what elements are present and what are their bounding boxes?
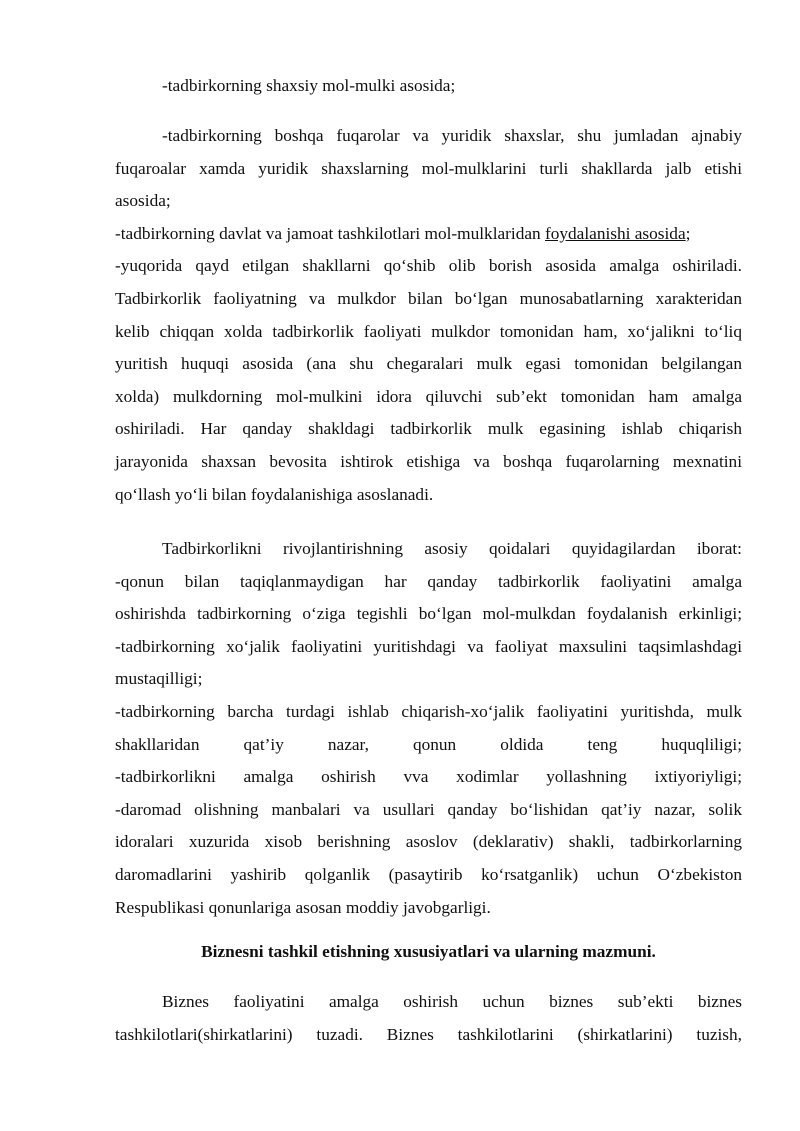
text-line: Biznes faoliyatini amalga oshirish uchun biznes sub’ekti biznes [162,992,742,1011]
paragraph-3 [115,533,742,924]
text-line: mustaqilligi; [115,669,203,689]
text-line: jarayonida shaxsan bevosita ishtirok etishiga va boshqa fuqarolarning mexnatini [115,451,742,471]
text-line: idoralari xuzurida xisob berishning asoslov (deklarativ) shakli, tadbirkorlarning [115,832,742,852]
paragraph-2 [115,120,742,511]
text-line [115,218,742,251]
text-fragment: -tadbirkorning davlat va jamoat tashkilotlari mol-mulklaridan [115,223,545,243]
text-line: -tadbirkorning boshqa fuqarolar va yuridik shaxslar, shu jumladan ajnabiy [162,126,742,145]
text-line: -tadbirkorning shaxsiy mol-mulki asosida; [162,76,456,95]
text-line: kelib chiqqan xolda tadbirkorlik faoliyati mulkdor tomonidan ham, xo‘jalikni to‘liq [115,321,742,341]
text-line: oshirishda tadbirkorning o‘ziga tegishli bo‘lgan mol-mulkdan foydalanish erkinligi; [115,604,742,624]
text-line: qo‘llash yo‘li bilan foydalanishiga asoslanadi. [115,484,434,504]
text-line: yuritish huquqi asosida (ana shu chegaralari mulk egasi tomonidan belgilangan [115,354,742,374]
text-fragment: ; [685,223,691,243]
text-line: daromadlarini yashirib qolganlik (pasaytirib ko‘rsatganlik) uchun O‘zbekiston [115,864,742,884]
text-line: Respublikasi qonunlariga asosan moddiy javobgarligi. [115,897,491,917]
text-line: oshiriladi. Har qanday shakldagi tadbirkorlik mulk egasining ishlab chiqarish [115,419,742,439]
text-line: shakllaridan qat’iy nazar, qonun oldida teng huquqliligi; [115,734,742,754]
text-line: fuqaroalar xamda yuridik shaxslarning mol-mulklarini turli shakllarda jalb etishi [115,158,742,178]
text-line: Tadbirkorlikni rivojlantirishning asosiy qoidalari quyidagilardan iborat: [162,539,742,558]
text-line: -tadbirkorlikni amalga oshirish vva xodimlar yollashning ixtiyoriyligi; [115,767,742,787]
text-line: -daromad olishning manbalari va usullari qanday bo‘lishidan qat’iy nazar, solik [115,799,742,819]
text-line: -yuqorida qayd etilgan shakllarni qo‘shib olib borish asosida amalga oshiriladi. [115,256,742,276]
underlined-link[interactable]: foydalanishi asosida [545,223,686,243]
text-line: -tadbirkorning xo‘jalik faoliyatini yuritishdagi va faoliyat maxsulini taqsimlashdagi [115,636,742,656]
section-heading: Biznesni tashkil etishning xususiyatlari va ularning mazmuni. [201,942,656,961]
text-line: asosida; [115,191,171,211]
text-line: -tadbirkorning barcha turdagi ishlab chiqarish-xo‘jalik faoliyatini yuritishda, mulk [115,701,742,721]
text-line: Tadbirkorlik faoliyatning va mulkdor bilan bo‘lgan munosabatlarning xarakteridan [115,288,742,308]
text-line: xolda) mulkdorning mol-mulkini idora qiluvchi sub’ekt tomonidan ham amalga [115,386,742,406]
paragraph-1 [115,70,742,103]
paragraph-4 [115,986,742,1051]
text-line: -qonun bilan taqiqlanmaydigan har qanday tadbirkorlik faoliyatini amalga [115,571,742,591]
text-line: tashkilotlari(shirkatlarini) tuzadi. Biznes tashkilotlarini (shirkatlarini) tuzish, [115,1024,742,1044]
